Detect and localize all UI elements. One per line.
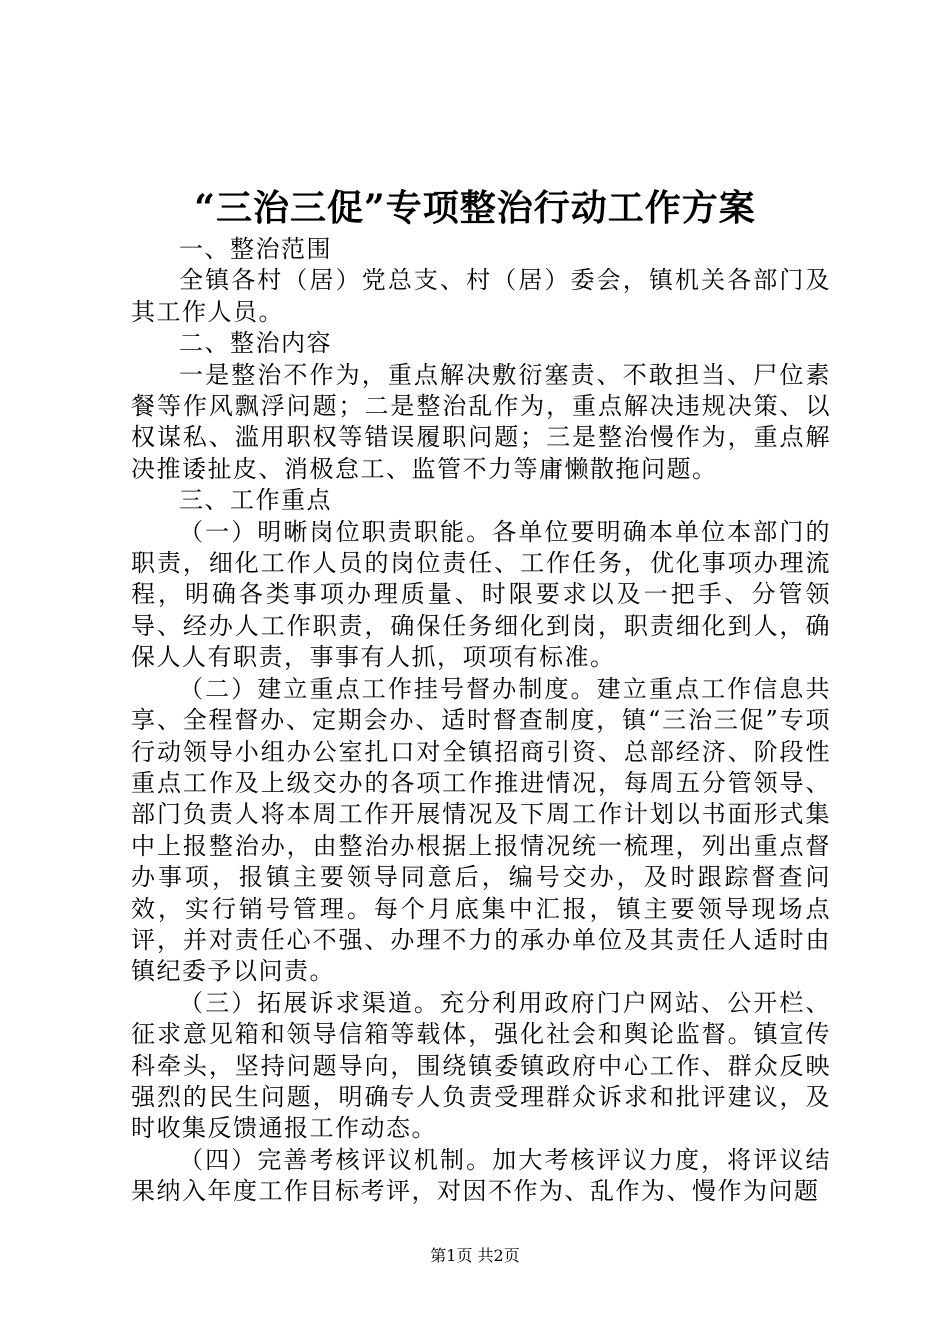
section-heading-content: 二、整治内容 xyxy=(179,329,332,358)
paragraph-content: 一是整治不作为，重点解决敷衍塞责、不敢担当、尸位素餐等作风飘浮问题；二是整治乱作为，重点解决违规决策、以权谋私、滥用职权等错误履职问题；三是整治慢作为，重点解决推诿扯皮、消极怠工、监管不力等庸懒散拖问题。 xyxy=(131,360,831,483)
paragraph-focus-3: （三）拓展诉求渠道。充分利用政府门户网站、公开栏、征求意见箱和领导信箱等载体，强化社会和舆论监督。镇宣传科牵头，坚持问题导向，围绕镇委镇政府中心工作、群众反映强烈的民生问题，明确专人负责受理群众诉求和批评建议，及时收集反馈通报工作动态。 xyxy=(131,988,831,1143)
document-title: “三治三促”专项整治行动工作方案 xyxy=(194,187,756,229)
section-heading-focus: 三、工作重点 xyxy=(179,486,332,515)
paragraph-focus-4: （四）完善考核评议机制。加大考核评议力度，将评议结果纳入年度工作目标考评，对因不作为、乱作为、慢作为问题 xyxy=(131,1145,831,1206)
paragraph-scope: 全镇各村（居）党总支、村（居）委会，镇机关各部门及其工作人员。 xyxy=(131,266,831,326)
page-footer: 第1页 共2页 xyxy=(430,1246,520,1265)
document-body xyxy=(131,234,831,1208)
paragraph-focus-1: （一）明晰岗位职责职能。各单位要明确本单位本部门的职责，细化工作人员的岗位责任、工作任务，优化事项办理流程，明确各类事项办理质量、时限要求以及一把手、分管领导、经办人工作职责，确保任务细化到岗，职责细化到人，确保人人有职责，事事有人抓，项项有标准。 xyxy=(131,517,831,672)
paragraph-focus-2: （二）建立重点工作挂号督办制度。建立重点工作信息共享、全程督办、定期会办、适时督查制度，镇“三治三促”专项行动领导小组办公室扎口对全镇招商引资、总部经济、阶段性重点工作及上级交办的各项工作推进情况，每周五分管领导、部门负责人将本周工作开展情况及下周工作计划以书面形式集中上报整治办，由整治办根据上报情况统一梳理，列出重点督办事项，报镇主要领导同意后，编号交办，及时跟踪督查问效，实行销号管理。每个月底集中汇报，镇主要领导现场点评，并对责任心不强、办理不力的承办单位及其责任人适时由镇纪委予以问责。 xyxy=(131,674,831,986)
section-heading-scope: 一、整治范围 xyxy=(179,235,332,263)
